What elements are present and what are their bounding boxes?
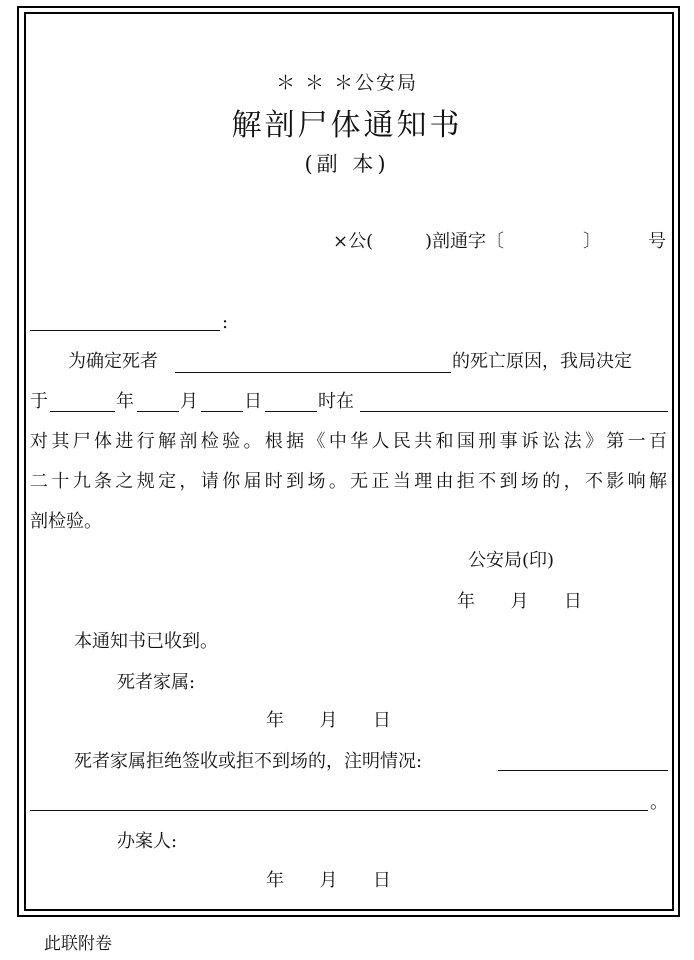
handler-label: 办案人: [117,831,178,852]
body-line2-year: 年 [116,391,134,412]
handler-date: 年 月 日 [266,870,391,891]
body-line2-yu: 于 [30,391,48,412]
day-blank [201,411,243,412]
receipt-confirmation: 本通知书已收到。 [74,631,218,652]
body-line2-month: 月 [180,391,198,412]
refusal-blank-1 [498,770,668,771]
body-line2-time: 时在 [318,391,354,412]
hour-blank [265,411,317,412]
location-blank [360,411,668,412]
year-blank [50,411,115,412]
refusal-note: 死者家属拒绝签收或拒不到场的，注明情况: [74,751,423,772]
doc-number-suffix: 号 [648,231,666,252]
document-inner-border [24,12,674,911]
body-line2-day: 日 [244,391,262,412]
family-date: 年 月 日 [266,710,391,731]
body-line3: 对其尸体进行解剖检验。根据《中华人民共和国刑事诉讼法》第一百 [30,431,667,452]
issuer-seal: 公安局(印) [468,550,555,571]
issuer-date: 年 月 日 [457,591,582,612]
month-blank [137,411,179,412]
body-line1-start: 为确定死者 [68,351,158,372]
refusal-period: 。 [650,792,668,813]
body-line4: 二十九条之规定，请你届时到场。无正当理由拒不到场的，不影响解 [30,471,667,492]
recipient-colon: : [222,312,229,333]
bureau-header: ＊ ＊ ＊公安局 [275,72,419,94]
family-label: 死者家属: [117,672,196,693]
recipient-blank [30,330,220,331]
refusal-blank-2 [30,810,648,811]
doc-number-prefix: ×公( [333,231,374,252]
doc-number-bracket-close: 〕 [583,231,601,252]
copy-mark: (副 本) [304,152,390,176]
body-line1-end: 的死亡原因，我局决定 [452,351,632,372]
attach-note: 此联附卷 [44,934,112,954]
document-title: 解剖尸体通知书 [231,108,463,143]
doc-number-middle: )剖通字〔 [425,231,505,252]
body-line5: 剖检验。 [30,511,102,532]
deceased-name-blank [175,372,451,373]
